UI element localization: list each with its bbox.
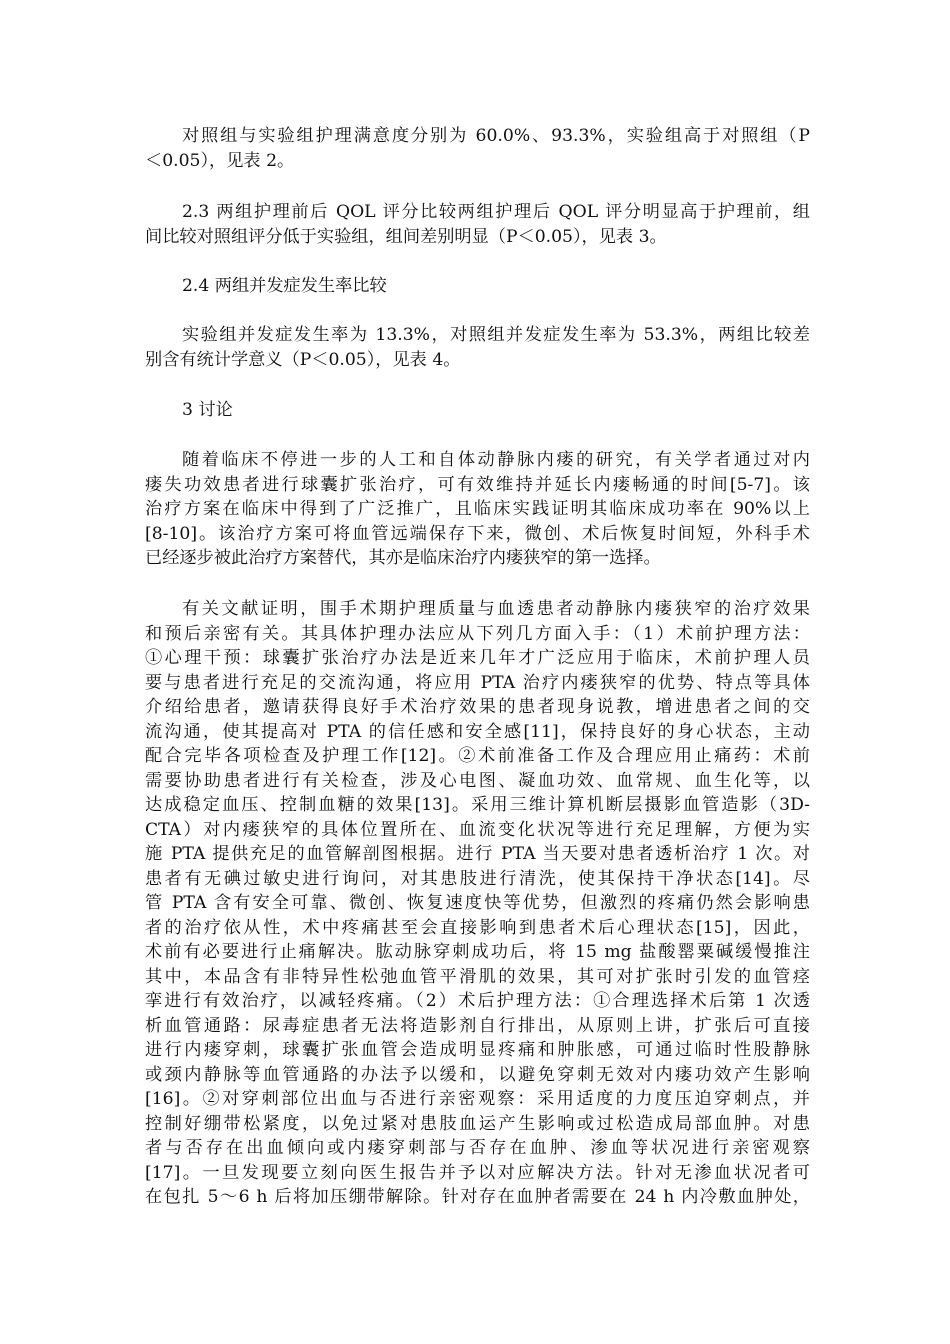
text-line: [17]。一旦发现要立刻向医生报告并予以对应解决方法。针对无渗血状况者可 — [145, 1162, 810, 1183]
text-line: 挛进行有效治疗，以减轻疼痛。（2）术后护理方法：①合理选择术后第 1 次透 — [145, 991, 810, 1011]
text-line: 术前有必要进行止痛解决。肱动脉穿刺成功后，将 15 mg 盐酸罂粟碱缓慢推注 — [145, 942, 810, 962]
text-line: 流沟通，使其提高对 PTA 的信任感和安全感[11]，保持良好的身心状态，主动 — [145, 721, 810, 742]
text-line: 者与否存在出血倾向或内瘘穿刺部与否存在血肿、渗血等状况进行亲密观察 — [145, 1138, 810, 1158]
text-line: 或颈内静脉等血管通路的办法予以缓和，以避免穿刺无效对内瘘功效产生影响 — [145, 1064, 810, 1085]
section-heading: 3 讨论 — [182, 400, 233, 420]
paragraph-complication-rate — [145, 323, 810, 372]
text-line: 介绍给患者，邀请获得良好手术治疗效果的患者现身说教，增进患者之间的交 — [145, 697, 810, 717]
section-heading: 2.4 两组并发症发生率比较 — [182, 276, 387, 296]
text-line: 者的治疗依从性，术中疼痛甚至会直接影响到患者术后心理状态[15]，因此， — [145, 917, 810, 938]
text-line: 析血管通路：尿毒症患者无法将造影剂自行排出，从原则上讲，扩张后可直接 — [145, 1015, 810, 1036]
text-line: 进行内瘘穿刺，球囊扩张血管会造成明显疼痛和肿胀感，可通过临时性股静脉 — [145, 1040, 810, 1060]
text-line: [8-10]。该治疗方案可将血管远端保存下来，微创、术后恢复时间短，外科手术 — [145, 523, 810, 544]
text-line: 有关文献证明，围手术期护理质量与血透患者动静脉内瘘狭窄的治疗效果 — [182, 599, 810, 619]
text-line: 达成稳定血压、控制血糖的效果[13]。采用三维计算机断层摄影血管造影（3D- — [145, 795, 810, 815]
text-line: 已经逐步被此治疗方案替代，其亦是临床治疗内瘘狭窄的第一选择。 — [145, 548, 661, 568]
text-line: 和预后亲密有关。其具体护理办法应从下列几方面入手：（1）术前护理方法： — [145, 623, 810, 644]
text-line: 管 PTA 含有安全可靠、微创、恢复速度快等优势，但激烈的疼痛仍然会影响患 — [145, 893, 810, 913]
text-line: 需要协助患者进行有关检查，涉及心电图、凝血功效、血常规、血生化等，以 — [145, 770, 810, 791]
text-line: 2.3 两组护理前后 QOL 评分比较两组护理后 QOL 评分明显高于护理前，组 — [182, 202, 810, 222]
text-line: 施 PTA 提供充足的血管解剖图根据。进行 PTA 当天要对患者透析治疗 1 次。对 — [145, 844, 810, 864]
paragraph-satisfaction — [145, 124, 810, 173]
section-heading-2-4 — [145, 274, 810, 299]
text-line: CTA）对内瘘狭窄的具体位置所在、血流变化状况等进行充足理解，方便为实 — [145, 819, 810, 840]
text-line: 配合完毕各项检查及护理工作[12]。②术前准备工作及合理应用止痛药：术前 — [145, 746, 810, 766]
text-line: ＜0.05），见表 2。 — [145, 150, 295, 171]
paragraph-qol-comparison — [145, 200, 810, 249]
text-line: 对照组与实验组护理满意度分别为 60.0%、93.3%，实验组高于对照组（P — [182, 126, 810, 146]
paragraph-nursing-methods — [145, 597, 810, 1210]
text-line: ①心理干预：球囊扩张治疗办法是近来几年才广泛应用于临床，术前护理人员 — [145, 648, 810, 668]
paragraph-discussion-intro — [145, 448, 810, 571]
text-line: 随着临床不停进一步的人工和自体动静脉内瘘的研究，有关学者通过对内 — [182, 450, 810, 470]
text-line: 在包扎 5～6 h 后将加压绷带解除。针对存在血肿者需要在 24 h 内冷敷血肿处， — [145, 1187, 810, 1207]
text-line: 别含有统计学意义（P＜0.05），见表 4。 — [145, 349, 461, 370]
text-line: 患者有无碘过敏史进行询问，对其患肢进行清洗，使其保持干净状态[14]。尽 — [145, 868, 810, 889]
text-line: [16]。②对穿刺部位出血与否进行亲密观察：采用适度的力度压迫穿刺点，并 — [145, 1089, 810, 1109]
text-line: 治疗方案在临床中得到了广泛推广，且临床实践证明其临床成功率在 90%以上 — [145, 499, 810, 519]
text-line: 瘘失功效患者进行球囊扩张治疗，可有效维持并延长内瘘畅通的时间[5-7]。该 — [145, 474, 810, 495]
text-line: 其中，本品含有非特异性松弛血管平滑肌的效果，其可对扩张时引发的血管痉 — [145, 966, 810, 987]
text-line: 间比较对照组评分低于实验组，组间差别明显（P＜0.05），见表 3。 — [145, 226, 667, 247]
text-line: 控制好绷带松紧度，以免过紧对患肢血运产生影响或过松造成局部血肿。对患 — [145, 1113, 810, 1134]
text-line: 要与患者进行充足的交流沟通，将应用 PTA 治疗内瘘狭窄的优势、特点等具体 — [145, 672, 810, 693]
text-line: 实验组并发症发生率为 13.3%，对照组并发症发生率为 53.3%，两组比较差 — [182, 325, 810, 345]
section-heading-3 — [145, 398, 810, 423]
